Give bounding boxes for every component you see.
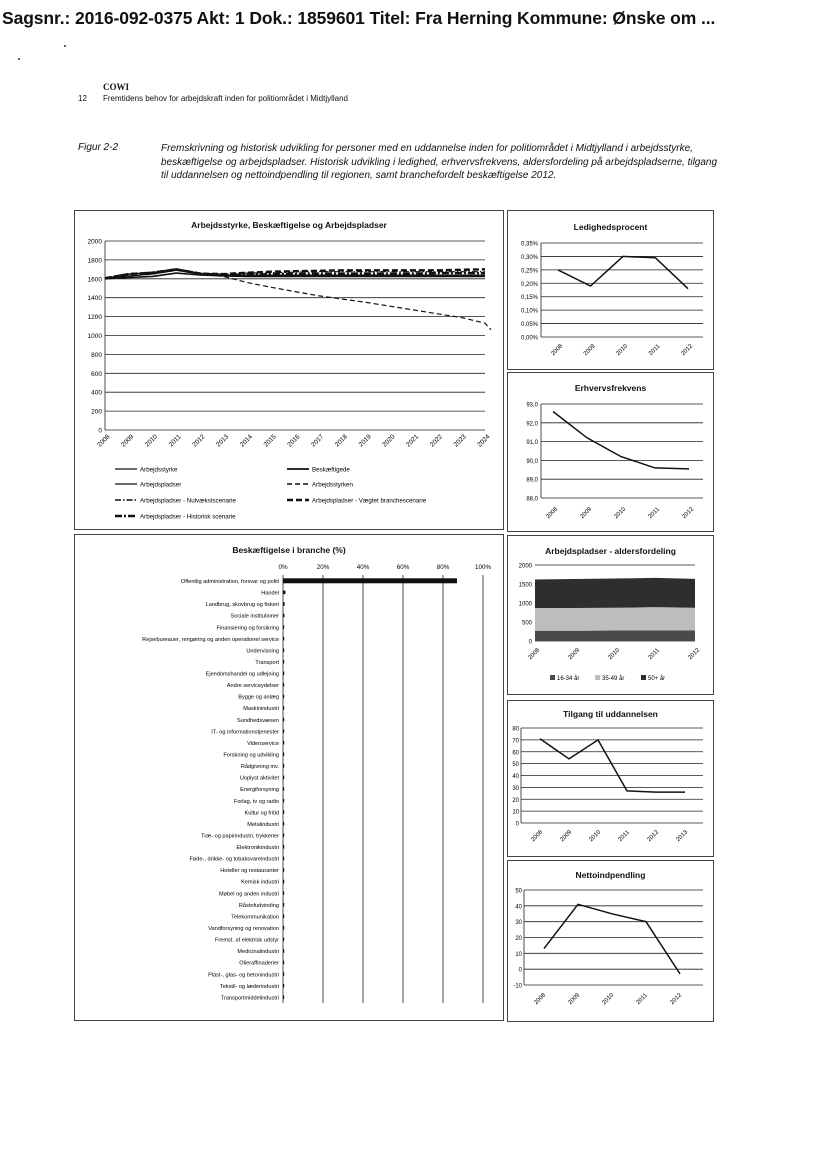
legend-label: Arbejdspladser - Historisk scenarie (140, 513, 236, 521)
category-label: Sundhedsvæsen (237, 717, 279, 724)
panel-workforce-chart (74, 210, 504, 530)
y-tick-label: 50 (515, 888, 522, 895)
y-tick-label: 0 (98, 427, 102, 435)
category-label: Forskning og udvikling (223, 752, 279, 759)
running-header (78, 94, 348, 103)
bar (283, 845, 284, 849)
x-tick-label: 2008 (550, 343, 565, 358)
bar (283, 660, 284, 664)
bar (283, 752, 284, 756)
bar (283, 602, 285, 606)
legend-label: Arbejdspladser - Nulvækstscenarie (140, 497, 236, 505)
x-tick-label: 2008 (533, 992, 548, 1007)
y-tick-label: 1200 (87, 314, 102, 322)
y-tick-label: 91,0 (526, 440, 538, 447)
x-tick-label: 2021 (405, 433, 421, 449)
category-label: Kemisk industri (241, 879, 279, 886)
category-label: Handel (261, 590, 279, 597)
y-tick-label: 400 (91, 389, 102, 397)
x-tick-label: 2009 (559, 829, 574, 844)
x-tick-label: 2009 (579, 506, 594, 521)
category-label: Træ- og papirindustri, trykkerier (201, 833, 279, 840)
category-label: Andre serviceydelser (226, 683, 279, 690)
bar (283, 984, 284, 988)
x-tick-label: 2011 (167, 433, 183, 449)
y-tick-label: 0,30% (520, 254, 538, 261)
intake-chart-svg (508, 701, 713, 856)
panel-commuting-chart (507, 860, 714, 1022)
y-tick-label: 0,25% (520, 268, 538, 275)
workforce-chart-svg (75, 211, 503, 529)
x-tick-label: 2014 (238, 433, 255, 449)
x-tick-label: 2020 (381, 433, 397, 449)
y-tick-label: 500 (521, 620, 532, 627)
category-label: Uoplyst aktivitet (239, 775, 279, 782)
x-tick-label: 2011 (635, 992, 649, 1006)
y-tick-label: 1400 (87, 295, 102, 303)
y-tick-label: 0 (518, 967, 522, 974)
x-tick-label: 2012 (646, 829, 661, 844)
category-label: Møbel og anden industri (218, 891, 279, 898)
y-tick-label: 10 (515, 951, 522, 958)
category-label: Sociale institutioner (230, 613, 279, 620)
x-tick-label: 2018 (333, 433, 350, 449)
x-tick-label: 2008 (527, 647, 542, 662)
panel-age-chart (507, 535, 714, 695)
x-tick-label: 2009 (582, 343, 597, 358)
running-title: Fremtidens behov for arbejdskraft inden for politiområdet i Midtjylland (103, 94, 349, 103)
x-tick-label: 2013 (215, 433, 231, 449)
y-tick-label: 60 (512, 750, 519, 757)
bar (283, 578, 457, 583)
y-tick-label: 0,35% (520, 241, 538, 248)
area-band (535, 578, 695, 608)
y-tick-label: 0 (528, 639, 532, 646)
x-tick-label: 2012 (680, 343, 695, 358)
x-tick-label: 2023 (452, 433, 468, 449)
y-tick-label: 93,0 (526, 402, 538, 409)
y-tick-label: 1000 (518, 601, 532, 608)
legend-swatch (550, 675, 555, 680)
bar (283, 880, 284, 884)
bar (283, 764, 284, 768)
chart-title: Nettoindpendling (575, 870, 646, 880)
category-label: Elektronikindustri (236, 845, 279, 852)
chart-title: Arbejdsstyrke, Beskæftigelse og Arbejdspladser (191, 220, 387, 230)
series-line (558, 256, 688, 288)
series-line (544, 904, 680, 974)
category-label: Metalindustri (247, 821, 279, 828)
x-tick-label: 2012 (669, 992, 684, 1007)
y-tick-label: 0,15% (520, 295, 538, 302)
y-tick-label: 89,0 (526, 477, 538, 484)
bar (283, 637, 284, 641)
x-tick-label: 40% (356, 564, 370, 571)
x-tick-label: 2017 (310, 433, 326, 449)
y-tick-label: 0,05% (520, 322, 538, 329)
company-logo: COWI (103, 82, 130, 92)
age-chart-svg (508, 536, 713, 694)
y-tick-label: 200 (91, 408, 102, 416)
category-label: Olieraffinaderier (239, 960, 279, 967)
y-tick-label: 2000 (87, 238, 102, 246)
y-tick-label: 88,0 (526, 496, 538, 503)
y-tick-label: 40 (512, 774, 519, 780)
panel-participation-chart (507, 372, 714, 532)
x-tick-label: 2009 (567, 647, 582, 662)
category-label: Råstofudvinding (238, 902, 279, 909)
series-line (105, 270, 491, 330)
document-header-title: Sagsnr.: 2016-092-0375 Akt: 1 Dok.: 1859601 Titel: Fra Herning Kommune: Ønske om ... (2, 8, 716, 28)
x-tick-label: 2009 (120, 433, 136, 449)
bar (283, 822, 284, 826)
x-tick-label: 2008 (530, 829, 545, 844)
y-tick-label: 0,20% (520, 281, 538, 288)
bar (283, 868, 284, 872)
bar (283, 683, 284, 687)
category-label: Medicinalindustri (237, 949, 279, 956)
bar (283, 648, 284, 652)
category-label: Finansiering og forsikring (216, 625, 279, 632)
bar (283, 972, 284, 976)
category-label: Forlag, tv og radio (233, 798, 279, 805)
category-label: Fremst. af elektrisk udstyr (214, 937, 279, 944)
panel-intake-chart (507, 700, 714, 857)
x-tick-label: 2012 (191, 433, 207, 449)
legend-label: 35-49 år (602, 676, 625, 682)
y-tick-label: 70 (512, 738, 519, 745)
y-tick-label: 1800 (87, 257, 102, 265)
bar (283, 903, 284, 907)
x-tick-label: 0% (278, 564, 288, 571)
bar (283, 995, 284, 999)
category-label: Rejsebureauer, rengøring og anden operationel service (142, 636, 279, 643)
legend-label: Arbejdsstyrken (312, 481, 353, 489)
x-tick-label: 2012 (681, 506, 696, 521)
y-tick-label: 90,0 (526, 458, 538, 465)
y-tick-label: 30 (512, 785, 519, 792)
bar (283, 938, 284, 942)
x-tick-label: 2008 (545, 506, 560, 521)
x-tick-label: 2010 (615, 343, 630, 358)
category-label: Bygge og anlæg (238, 694, 279, 701)
chart-title: Erhvervsfrekvens (574, 383, 647, 393)
page-number: 12 (78, 94, 87, 103)
bar (283, 695, 284, 699)
category-label: Rådgivning mv. (240, 764, 279, 771)
legend-label: Arbejdsstyrke (140, 466, 178, 474)
y-tick-label: 20 (515, 936, 522, 942)
y-tick-label: 50 (512, 762, 519, 769)
y-tick-label: 1600 (87, 276, 102, 284)
category-label: Offentlig administration, forsvar og politi (180, 578, 279, 585)
chart-title: Beskæftigelse i branche (%) (232, 545, 346, 555)
category-label: Undervisning (246, 648, 279, 655)
bar (283, 961, 284, 965)
x-tick-label: 2016 (286, 433, 302, 449)
x-tick-label: 20% (316, 564, 330, 571)
y-tick-label: 0,00% (520, 335, 538, 342)
bar (283, 833, 284, 837)
commuting-chart-svg (508, 861, 713, 1021)
unemployment-chart-svg (508, 211, 713, 369)
x-tick-label: 100% (474, 564, 492, 571)
category-label: Telekommunikation (231, 914, 279, 921)
bar (283, 787, 284, 791)
y-tick-label: 10 (512, 809, 519, 816)
x-tick-label: 2011 (647, 647, 661, 661)
x-tick-label: 60% (396, 564, 410, 571)
bar (283, 857, 284, 861)
y-tick-label: -10 (513, 983, 522, 990)
y-tick-label: 1000 (87, 333, 102, 340)
figure-label: Figur 2-2 (78, 142, 119, 153)
chart-title: Arbejdspladser - aldersfordeling (545, 546, 676, 556)
x-tick-label: 2022 (428, 433, 445, 449)
y-tick-label: 2000 (518, 563, 532, 570)
category-label: Hoteller og restauranter (220, 868, 279, 875)
legend-label: Beskæftigede (312, 466, 350, 474)
x-tick-label: 2015 (262, 433, 278, 449)
bar (283, 672, 284, 676)
category-label: Energiforsyning (240, 787, 279, 794)
category-label: Kultur og fritid (244, 810, 279, 817)
bar (283, 776, 284, 780)
bar (283, 729, 284, 733)
y-tick-label: 92,0 (526, 421, 538, 428)
figure-caption: Fremskrivning og historisk udvikling for personer med en uddannelse inden for politiområdet i Midtjylland i arbejdsstyrke, beskæftigelse og arbejdspladser. Historisk udvikling i ledighed, erhvervsfrekvens, aldersfordeling på arbejdspladserne, tilgang til uddannelsen og nettoindpendling til regionen, samt branchefordelt beskæftigelse 2012. (161, 143, 718, 181)
bar (283, 891, 284, 895)
legend-label: Arbejdspladser - Vægtet branchescenarie (312, 497, 427, 505)
panel-unemployment-chart (507, 210, 714, 370)
category-label: Ejendomshandel og udlejning (205, 671, 279, 678)
speck (18, 58, 20, 60)
y-tick-label: 600 (91, 370, 102, 378)
category-label: IT- og informationstjenester (211, 729, 279, 736)
x-tick-label: 2024 (476, 433, 492, 449)
category-label: Transport (255, 659, 279, 666)
industry-chart-svg (75, 535, 503, 1020)
category-label: Tekstil- og læderindustri (219, 983, 279, 990)
x-tick-label: 2009 (567, 992, 582, 1007)
x-tick-label: 2012 (687, 647, 702, 662)
bar (283, 614, 284, 618)
bar (283, 799, 284, 803)
y-tick-label: 0 (515, 821, 519, 828)
x-tick-label: 80% (436, 564, 450, 571)
bar (283, 914, 284, 918)
legend-label: 50+ år (648, 676, 666, 682)
category-label: Transportmiddelindustri (220, 995, 279, 1002)
x-tick-label: 2010 (607, 647, 622, 662)
bar (283, 718, 284, 722)
legend-swatch (641, 675, 646, 680)
x-tick-label: 2010 (143, 433, 160, 449)
x-tick-label: 2019 (357, 433, 373, 449)
chart-title: Tilgang til uddannelsen (563, 709, 658, 719)
series-line (540, 739, 685, 792)
participation-chart-svg (508, 373, 713, 531)
y-tick-label: 80 (512, 726, 519, 733)
area-band (535, 607, 695, 631)
y-tick-label: 30 (515, 920, 522, 927)
x-tick-label: 2010 (613, 506, 628, 521)
y-tick-label: 1500 (518, 582, 532, 589)
bar (283, 741, 284, 745)
x-tick-label: 2011 (647, 506, 661, 520)
area-band (535, 630, 695, 641)
category-label: Landbrug, skovbrug og fiskeri (205, 602, 279, 609)
bar (283, 706, 284, 710)
bar (283, 625, 284, 629)
legend-label: 16-34 år (557, 676, 580, 682)
y-tick-label: 0,10% (520, 308, 538, 315)
chart-title: Ledighedsprocent (573, 222, 648, 232)
speck (64, 45, 66, 47)
category-label: Føde-, drikke- og tobaksvareindustri (189, 856, 279, 863)
bar (283, 591, 285, 595)
x-tick-label: 2010 (588, 829, 603, 844)
category-label: Plast-, glas- og betonindustri (208, 972, 279, 979)
bar (283, 949, 284, 953)
x-tick-label: 2011 (648, 343, 662, 357)
legend-label: Arbejdspladser (140, 481, 182, 489)
legend-swatch (595, 675, 600, 680)
y-tick-label: 800 (91, 351, 102, 359)
category-label: Videnservice (247, 740, 279, 747)
x-tick-label: 2010 (601, 992, 616, 1007)
bar (283, 926, 284, 930)
category-label: Maskinindustri (243, 706, 279, 713)
y-tick-label: 40 (515, 904, 522, 911)
y-tick-label: 20 (512, 797, 519, 804)
category-label: Vandforsyning og renovation (208, 926, 279, 933)
bar (283, 810, 284, 814)
x-tick-label: 2011 (617, 829, 631, 843)
x-tick-label: 2013 (675, 829, 690, 844)
x-tick-label: 2008 (96, 433, 112, 449)
panel-industry-chart (74, 534, 504, 1021)
